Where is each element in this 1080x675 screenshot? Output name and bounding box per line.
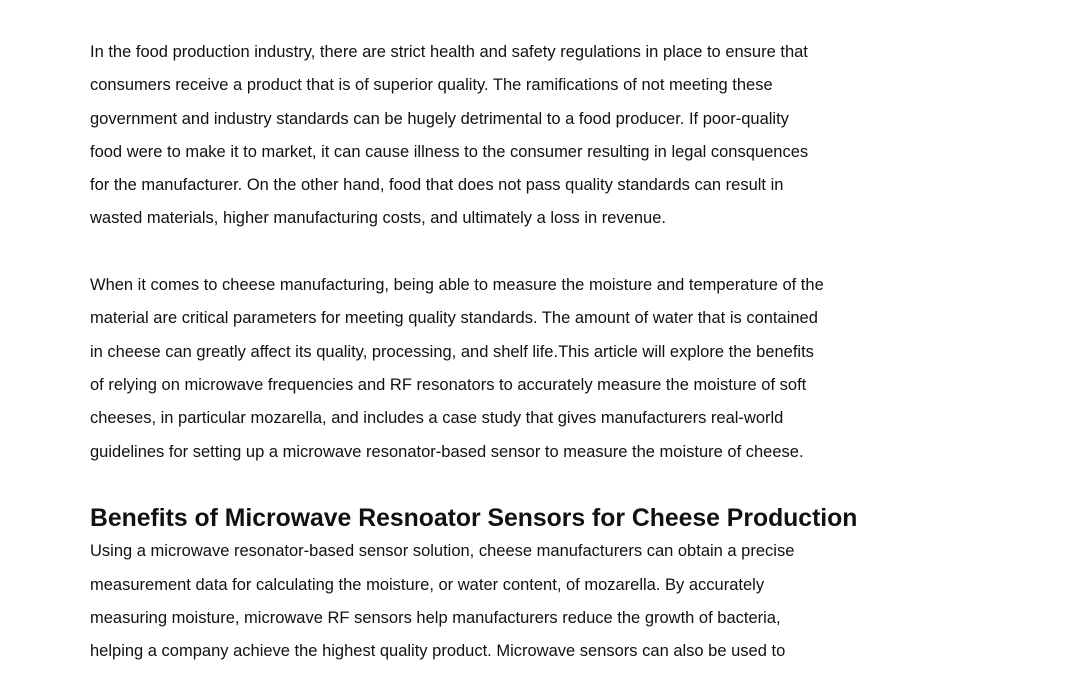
text-line: in cheese can greatly affect its quality, processing, and shelf life.This article will explore the benefits <box>90 342 814 361</box>
text-line: cheeses, in particular mozarella, and includes a case study that gives manufacturers real-world <box>90 409 784 428</box>
text-line: food were to make it to market, it can cause illness to the consumer resulting in legal consquences <box>90 142 809 161</box>
text-line: helping a company achieve the highest quality product. Microwave sensors can also be used to <box>90 642 786 661</box>
text-line: measuring moisture, microwave RF sensors help manufacturers reduce the growth of bacteria, <box>90 609 781 628</box>
text-line: of relying on microwave frequencies and RF resonators to accurately measure the moisture of soft <box>90 375 807 394</box>
text-line: Using a microwave resonator-based sensor solution, cheese manufacturers can obtain a precise <box>90 542 795 561</box>
intro-paragraph <box>90 36 990 236</box>
text-line: for the manufacturer. On the other hand, food that does not pass quality standards can result in <box>90 176 784 195</box>
cheese-manufacturing-paragraph <box>90 269 990 469</box>
text-line: wasted materials, higher manufacturing costs, and ultimately a loss in revenue. <box>90 209 666 228</box>
document-page <box>90 36 990 669</box>
text-line: When it comes to cheese manufacturing, being able to measure the moisture and temperature of the <box>90 276 824 295</box>
text-line: In the food production industry, there are strict health and safety regulations in place to ensure that <box>90 43 808 61</box>
section-heading: Benefits of Microwave Resnoator Sensors for Cheese Production <box>90 505 858 533</box>
benefits-paragraph <box>90 535 990 668</box>
text-line: consumers receive a product that is of superior quality. The ramifications of not meeting these <box>90 76 773 95</box>
text-line: material are critical parameters for meeting quality standards. The amount of water that is contained <box>90 309 818 328</box>
text-line: measurement data for calculating the moisture, or water content, of mozarella. By accurately <box>90 575 765 594</box>
text-line: guidelines for setting up a microwave resonator-based sensor to measure the moisture of cheese. <box>90 442 804 461</box>
text-line: government and industry standards can be hugely detrimental to a food producer. If poor-quality <box>90 109 789 128</box>
